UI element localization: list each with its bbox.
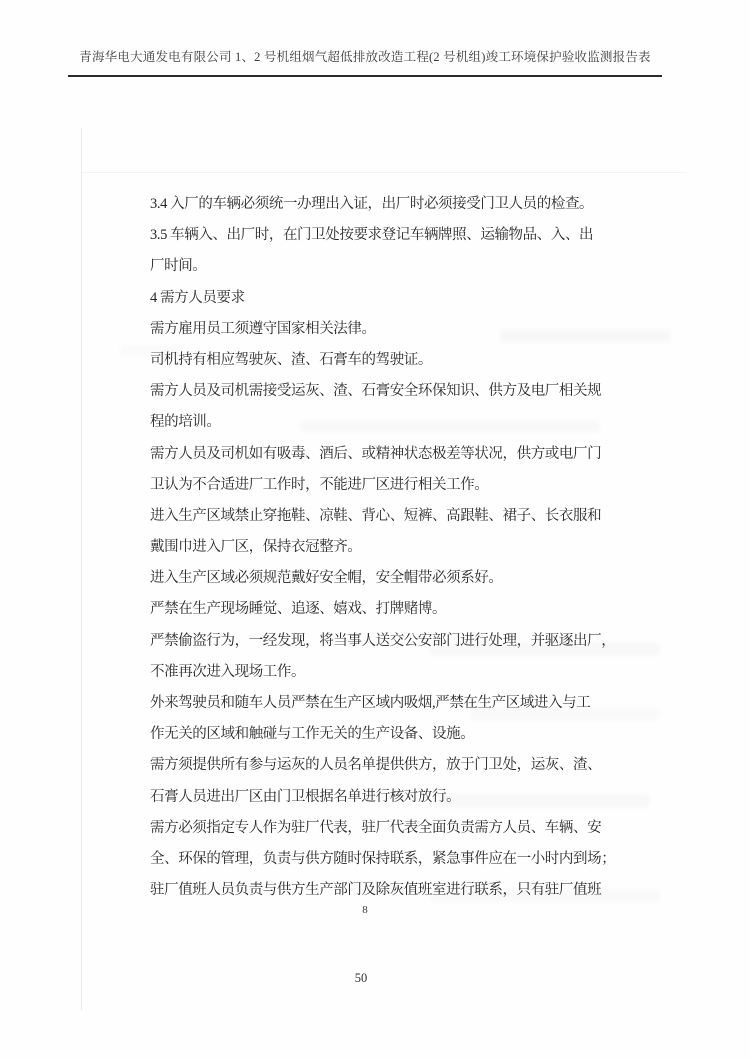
text-line: 进入生产区域禁止穿拖鞋、凉鞋、背心、短裤、高跟鞋、裙子、长衣服和 bbox=[150, 507, 602, 524]
page-header-title: 青海华电大通发电有限公司 1、2 号机组烟气超低排放改造工程(2 号机组)竣工环境保护验收监测报告表 bbox=[79, 50, 651, 64]
text-line: 戴围巾进入厂区，保持衣冠整齐。 bbox=[150, 539, 362, 556]
text-line: 需方必须指定专人作为驻厂代表，驻厂代表全面负责需方人员、车辆、安 bbox=[150, 819, 602, 836]
text-line: 需方雇用员工须遵守国家相关法律。 bbox=[150, 320, 376, 337]
text-line: 作无关的区域和触碰与工作无关的生产设备、设施。 bbox=[150, 726, 475, 743]
text-line: 不准再次进入现场工作。 bbox=[150, 663, 306, 680]
text-line: 需方人员及司机如有吸毒、酒后、或精神状态极差等状况，供方或电厂门 bbox=[150, 445, 602, 462]
text-line: 卫认为不合适进厂工作时，不能进厂区进行相关工作。 bbox=[150, 476, 489, 493]
text-line: 严禁在生产现场睡觉、追逐、嬉戏、打牌赌博。 bbox=[150, 601, 447, 618]
text-line: 程的培训。 bbox=[150, 414, 221, 431]
header-rule bbox=[68, 75, 662, 77]
text-line: 进入生产区域必须规范戴好安全帽，安全帽带必须系好。 bbox=[150, 570, 503, 587]
page-number: 50 bbox=[354, 971, 368, 985]
scan-edge-top bbox=[81, 172, 687, 173]
text-line: 全、环保的管理，负责与供方随时保持联系，紧急事件应在一小时内到场； bbox=[150, 850, 616, 867]
text-line: 外来驾驶员和随车人员严禁在生产区域内吸烟,严禁在生产区域进入与工 bbox=[150, 695, 591, 711]
text-line: 驻厂值班人员负责与供方生产部门及除灰值班室进行联系，只有驻厂值班 bbox=[150, 882, 602, 899]
text-line: 需方须提供所有参与运灰的人员名单提供供方，放于门卫处，运灰、渣、 bbox=[150, 757, 602, 774]
scan-edge-left bbox=[81, 128, 82, 1010]
text-line: 需方人员及司机需接受运灰、渣、石膏安全环保知识、供方及电厂相关规 bbox=[150, 383, 602, 400]
text-line: 司机持有相应驾驶灰、渣、石膏车的驾驶证。 bbox=[150, 351, 432, 368]
text-line: 3.4 入厂的车辆必须统一办理出入证，出厂时必须接受门卫人员的检查。 bbox=[150, 196, 594, 212]
document-body bbox=[150, 189, 615, 906]
inner-page-number: 8 bbox=[362, 904, 368, 916]
text-line: 4 需方人员要求 bbox=[150, 289, 245, 306]
text-line: 严禁偷盗行为，一经发现，将当事人送交公安部门进行处理，并驱逐出厂， bbox=[150, 632, 616, 649]
text-line: 石膏人员进出厂区由门卫根据名单进行核对放行。 bbox=[150, 788, 461, 805]
text-line: 厂时间。 bbox=[150, 258, 207, 275]
text-line: 3.5 车辆入、出厂时，在门卫处按要求登记车辆牌照、运输物品、入、出 bbox=[150, 227, 594, 244]
